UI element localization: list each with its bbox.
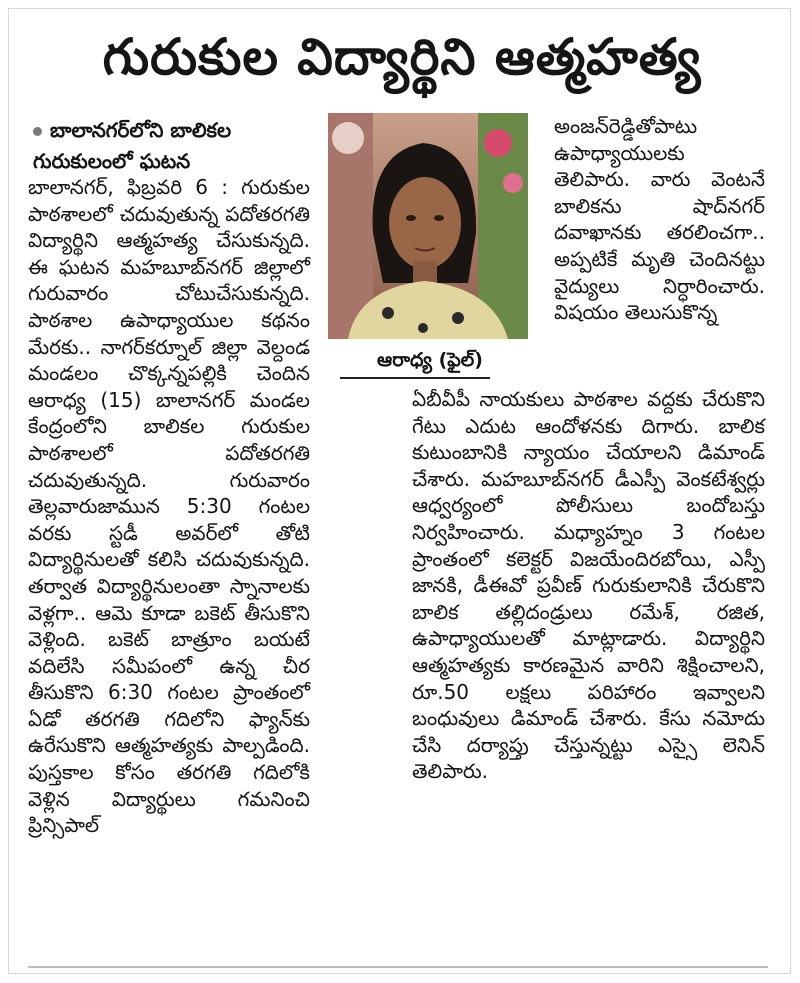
bullet-icon: [33, 127, 42, 136]
bottom-divider: [28, 966, 768, 968]
column-2-top-text: అంజన్‌రెడ్డితోపాటు ఉపాధ్యాయులకు తెలిపారు. వారు వెంటనే బాలికను షాద్‌నగర్ దవాఖానకు తరలించగా.. అప్పటికే మృతి చెందినట్టు వైద్యులు నిర్ధారించారు. విషయం తెలుసుకొన్న: [554, 114, 765, 325]
column-1-text: బాలానగర్, ఫిబ్రవరి 6 : గురుకుల పాఠశాలలో చదువుతున్న పదోతరగతి విద్యార్థిని ఆత్మహత్య చేసుకున్నది. ఈ ఘటన మహబూబ్‌నగర్ జిల్లాలో గురువారం చోటుచేసుకున్నది. పాఠశాల ఉపాధ్యాయుల కథనం మేరకు.. నాగర్‌కర్నూల్ జిల్లా వెల్దండ మండలం చొక్కన్నపల్లికి చెందిన ఆరాధ్య (15) బాలానగర్ మండల కేంద్రంలోని బాలికల గురుకుల పాఠశాలలో పదోతరగతి చదువుతున్నది. గురువారం తెల్లవారుజామున 5:30 గంటల వరకు స్టడీ అవర్‌లో తోటి విద్యార్థినులతో కలిసి చదువుకున్నది. తర్వాత విద్యార్థినులంతా స్నానాలకు వెళ్లగా.. ఆమె కూడా బకెట్ తీసుకొని వెళ్లింది. బకెట్ బాత్రూం బయటే వదిలేసి సమీపంలో ఉన్న చీర తీసుకొని 6:30 గంటల ప్రాంతంలో ఏడో తరగతి గదిలోని ఫ్యాన్‌కు ఉరేసుకొని ఆత్మహత్యకు పాల్పడింది. పుస్తకాల కోసం తరగతి గదిలోకి వెళ్లిన విద్యార్థులు గమనించి ప్రిన్సిపాల్: [28, 175, 310, 838]
photo-caption: ఆరాధ్య (ఫైల్): [377, 349, 483, 371]
caption-underline: [340, 377, 490, 379]
student-photo: [328, 113, 528, 339]
headline: గురుకుల విద్యార్థిని ఆత్మహత్య: [102, 28, 702, 86]
column-2-bottom-text: ఏబీవీపీ నాయకులు పాఠశాల వద్దకు చేరుకొని గేటు ఎదుట ఆందోళనకు దిగారు. బాలిక కుటుంబానికి న్యాయం చేయాలని డిమాండ్ చేశారు. మహబూబ్‌నగర్ డీఎస్పీ వెంకటేశ్వర్లు ఆధ్వర్యంలో పోలీసులు బందోబస్తు నిర్వహించారు. మధ్యాహ్నం 3 గంటల ప్రాంతంలో కలెక్టర్ విజయేందిరబోయి, ఎస్పీ జానకి, డీఈవో ప్రవీణ్ గురుకులానికి చేరుకొని బాలిక తల్లిదండ్రులు రమేశ్, రజిత, ఉపాధ్యాయులతో మాట్లాడారు. విద్యార్థిని ఆత్మహత్యకు కారణమైన వారిని శిక్షించాలని, రూ.50 లక్షలు పరిహారం ఇవ్వాలని బంధువులు డిమాండ్ చేశారు. కేసు నమోదు చేసి దర్యాప్తు చేస్తున్నట్టు ఎస్సై లెనిన్ తెలిపారు.: [412, 387, 765, 784]
subheadline: [33, 115, 323, 177]
subheadline-text: బాలానగర్‌లోని బాలికల గురుకులంలో ఘటన: [33, 118, 232, 173]
student-portrait-icon: [328, 113, 528, 339]
